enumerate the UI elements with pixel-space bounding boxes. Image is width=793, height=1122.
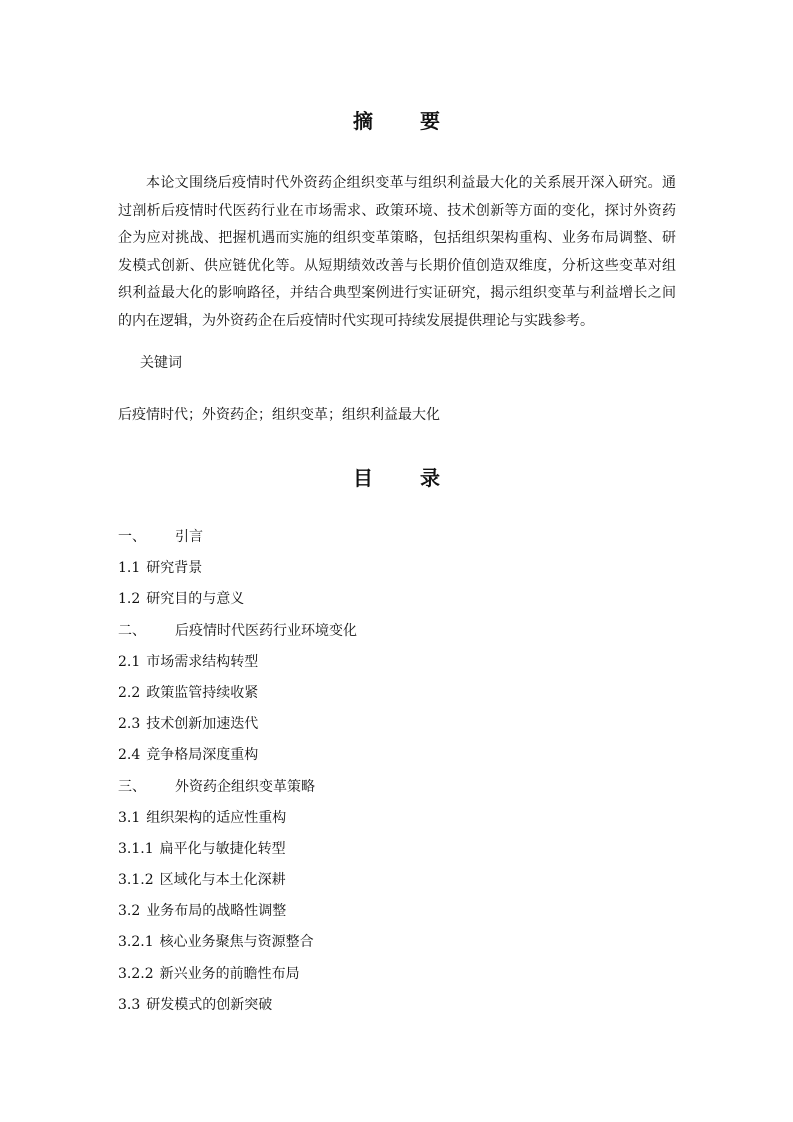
- toc-entry-number: 3.1.1: [118, 840, 154, 857]
- toc-entry-number: 3.3: [118, 996, 141, 1013]
- toc-entry-number: 2.3: [118, 716, 141, 733]
- toc-entry-number: 2.2: [118, 684, 141, 701]
- toc-entry[interactable]: [118, 808, 357, 839]
- toc-entry-number: 3.2.1: [118, 934, 154, 951]
- toc-entry-title: 后疫情时代医药行业环境变化: [175, 622, 357, 639]
- toc-entry-title: 竞争格局深度重构: [146, 747, 259, 764]
- toc-entry-number: 2.1: [118, 653, 141, 670]
- toc-entry-number: 3.1.2: [118, 872, 154, 889]
- toc-entry-title: 新兴业务的前瞻性布局: [159, 965, 300, 982]
- toc-entry[interactable]: [118, 901, 357, 932]
- toc-entry-title: 核心业务聚焦与资源整合: [159, 934, 314, 951]
- toc-entry-title: 扁平化与敏捷化转型: [159, 840, 286, 857]
- keywords-list: 后疫情时代；外资药企；组织变革；组织利益最大化: [118, 407, 440, 423]
- toc-list: [118, 527, 357, 1026]
- keywords-label: 关键词: [140, 355, 182, 371]
- toc-entry-title: 研究背景: [146, 560, 203, 577]
- abstract-body: 本论文围绕后疫情时代外资药企组织变革与组织利益最大化的关系展开深入研究。通过剖析后疫情时代医药行业在市场需求、政策环境、技术创新等方面的变化，探讨外资药企为应对挑战、把握机遇而实施的组织变革策略，包括组织架构重构、业务布局调整、研发模式创新、供应链优化等。从短期绩效改善与长期价值创造双维度，分析这些变革对组织利益最大化的影响路径，并结合典型案例进行实证研究，揭示组织变革与利益增长之间的内在逻辑，为外资药企在后疫情时代实现可持续发展提供理论与实践参考。: [118, 175, 676, 329]
- toc-entry[interactable]: [118, 932, 357, 963]
- toc-entry[interactable]: [118, 745, 357, 776]
- toc-entry[interactable]: [118, 995, 357, 1026]
- toc-entry-number: 一、: [118, 529, 146, 545]
- toc-entry-number: 1.1: [118, 560, 141, 577]
- toc-entry-title: 外资药企组织变革策略: [175, 778, 315, 795]
- toc-entry[interactable]: [118, 621, 357, 652]
- toc-entry-title: 区域化与本土化深耕: [159, 872, 286, 889]
- toc-entry[interactable]: [118, 964, 357, 995]
- toc-entry[interactable]: [118, 589, 357, 620]
- toc-entry-number: 3.2.2: [118, 965, 154, 982]
- toc-entry-number: 二、: [118, 622, 146, 639]
- toc-entry[interactable]: [118, 558, 357, 589]
- toc-title: 目 录: [353, 466, 460, 490]
- toc-entry[interactable]: [118, 777, 357, 808]
- toc-entry[interactable]: [118, 714, 357, 745]
- toc-entry[interactable]: [118, 870, 357, 901]
- abstract-title: 摘 要: [353, 109, 460, 133]
- toc-entry-title: 政策监管持续收紧: [146, 684, 259, 701]
- toc-entry-title: 业务布局的战略性调整: [146, 903, 287, 920]
- toc-entry-title: 组织架构的适应性重构: [146, 809, 287, 826]
- toc-entry-number: 三、: [118, 778, 146, 795]
- toc-entry-number: 3.1: [118, 809, 141, 826]
- toc-entry[interactable]: [118, 839, 357, 870]
- toc-entry[interactable]: [118, 652, 357, 683]
- toc-entry-number: 2.4: [118, 747, 141, 764]
- toc-entry-number: 3.2: [118, 903, 141, 920]
- toc-entry-title: 研发模式的创新突破: [146, 996, 273, 1013]
- toc-entry-title: 市场需求结构转型: [146, 653, 259, 670]
- toc-entry-number: 1.2: [118, 591, 141, 608]
- toc-entry[interactable]: [118, 683, 357, 714]
- toc-entry-title: 技术创新加速迭代: [146, 716, 259, 733]
- toc-entry[interactable]: [118, 527, 357, 558]
- toc-entry-title: 研究目的与意义: [146, 591, 245, 608]
- toc-entry-title: 引言: [175, 529, 203, 545]
